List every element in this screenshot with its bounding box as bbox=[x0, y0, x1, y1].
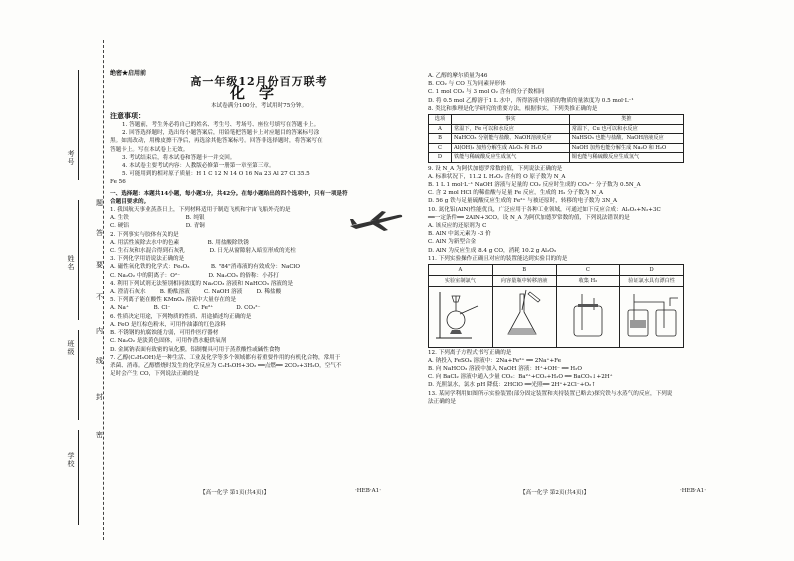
question-line: 5. 下列离子能在酸性 KMnO₄ 溶液中大量存在的是 bbox=[110, 297, 237, 304]
apparatus-d bbox=[620, 287, 684, 347]
left-footer: 【高一化学 第1页(共4页)】 bbox=[200, 490, 270, 496]
note-line: 3. 考试结束后，将本试卷和答题卡一并交回。 bbox=[122, 154, 236, 161]
table-cell: D bbox=[429, 153, 452, 163]
question-line: 2. 下列事实与胶体有关的是 bbox=[110, 231, 179, 238]
note-line: 答题卡上。写在本试卷上无效。 bbox=[110, 146, 189, 153]
seal-char: 题 bbox=[96, 199, 103, 207]
question-line: B. 不锈钢的抗腐蚀能力弱，可用作医疗器材 bbox=[110, 330, 219, 337]
question-line: A. 用活性炭除去水中的色素 B. 用盐酸除铁锈 bbox=[110, 239, 249, 246]
apparatus-caption: 实验室制氯气 bbox=[429, 276, 493, 287]
note-line: 4. 本试卷主要考试内容：人教版必修第一册第一章至第三章。 bbox=[122, 163, 275, 170]
volumetric-flask-icon bbox=[496, 288, 552, 342]
seal-char: 线 bbox=[96, 357, 103, 365]
note-line: 5. 可能用到的相对原子质量：H 1 C 12 N 14 O 16 Na 23 Al 27 Cl 35.5 bbox=[122, 171, 310, 178]
apparatus-label: D bbox=[620, 264, 684, 275]
table-header-row bbox=[429, 115, 684, 125]
confidential-mark: 绝密★启用前 bbox=[110, 70, 147, 77]
subject-title: 化学 bbox=[229, 84, 288, 103]
question-line: 3. 下列化学用语说法正确的是 bbox=[110, 256, 185, 263]
exam-number-label: 考号 bbox=[67, 150, 75, 166]
apparatus-caption: 收集 H₂ bbox=[556, 276, 620, 287]
question-line: C. 含 2 mol HCl 的稀盐酸与足量 Fe 反应，生成的 H₂ 分子数为 N_A bbox=[428, 190, 604, 197]
question-line: 7. 乙醇(C₂H₅OH)是一种生活、工业及化学等多个领域都有着重要作用的有机化合物，常用于 bbox=[110, 354, 341, 361]
table-cell: 铁能与稀硫酸反应生成氢气 bbox=[452, 153, 570, 163]
table-header: 选项 bbox=[429, 115, 452, 125]
school-label: 学校 bbox=[67, 452, 75, 468]
question-line: D. 56 g 铁与足量硫酸反应生成的 Fe²⁺ 与被还原时，转移的电子数为 3N_A bbox=[428, 198, 618, 205]
question-line: 13. 某同学利用如图所示实验装置(部分固定装置和夹持装置已略去)探究铁与水蒸气的反应，下列说 bbox=[428, 390, 673, 397]
question-line: B. 向 NaHCO₃ 溶液中加入 NaOH 溶液：H⁺+OH⁻ ══ H₂O bbox=[428, 365, 582, 372]
apparatus-a bbox=[429, 287, 493, 347]
question-line: 6. 性质决定用途，下列物质的性质、用途描述均正确的是 bbox=[110, 313, 252, 320]
question-line: 9. 设 N_A 为阿伏加德罗常数的值，下列说法正确的是 bbox=[428, 165, 563, 172]
question-line: B. AlN 中氮元素为 -3 价 bbox=[428, 231, 491, 238]
question-line: C. AlN 为新型合金 bbox=[428, 239, 477, 246]
chlorine-bleach-test-icon bbox=[624, 288, 680, 342]
seal-char: 内 bbox=[96, 327, 103, 335]
question-line: C. 1 mol CO₂ 与 3 mol O₂ 含有的分子数相同 bbox=[428, 89, 545, 96]
note-line: 黑。如需改动，用橡皮擦干净后，再选涂其他答案标号。回答非选择题时，将答案写在 bbox=[110, 138, 323, 145]
question-line: 足时会产生 CO，下列说法正确的是 bbox=[110, 371, 199, 378]
question-line: C. 硬铝 D. 青铜 bbox=[110, 223, 205, 230]
chlorine-generator-icon bbox=[432, 288, 488, 342]
seal-char: 不 bbox=[96, 293, 103, 301]
class-line bbox=[78, 330, 79, 420]
question-line: ══一定条件══ 2AlN+3CO。设 N_A 为阿伏加德罗常数的值，下列说法错误的是 bbox=[428, 214, 630, 221]
right-footer: 【高一化学 第2页(共4页)】 bbox=[520, 490, 590, 496]
section-heading: 一、选择题：本题共14小题，每小题3分，共42分。在每小题给出的四个选项中，只有一项是符 bbox=[110, 190, 348, 197]
apparatus-table bbox=[428, 264, 684, 348]
name-line bbox=[78, 200, 79, 320]
notes-heading: 注意事项： bbox=[110, 110, 145, 120]
binding-margin bbox=[0, 0, 108, 561]
question-line: D. 将 0.5 mol 乙醇溶于1 L 水中，所得溶液中溶质的物质的量浓度为 0.5 mol·L⁻¹ bbox=[428, 97, 634, 104]
question-line: 12. 下列离子方程式书写正确的是 bbox=[428, 349, 512, 356]
table-cell: B bbox=[429, 134, 452, 144]
table-header: 事实 bbox=[452, 115, 570, 125]
airplane-icon bbox=[348, 210, 404, 232]
question-line: D. 金属钠表面有致密的氧化膜，铝制餐具可用于蒸煮酸性或碱性食物 bbox=[110, 346, 281, 353]
seal-char: 答 bbox=[96, 229, 103, 237]
question-line: 杀菌、消毒。乙醇燃烧时发生的化学反应为 C₂H₅OH+3O₂ ══点燃══ 2CO₂+3H₂O，空气不 bbox=[110, 362, 342, 369]
school-line bbox=[78, 430, 79, 525]
left-footer-code: ·HEB·A1· bbox=[355, 488, 382, 494]
apparatus-label: A bbox=[429, 264, 493, 275]
apparatus-c bbox=[556, 287, 620, 347]
note-line: 2. 回答选择题时，选出每小题答案后，用铅笔把答题卡上对应题目的答案标号涂 bbox=[122, 130, 320, 137]
question-line: C. 生石灰和水混合得到石灰乳 D. 日光从窗隙射入暗室形成的光柱 bbox=[110, 248, 296, 255]
exam-info: 本试卷满分100分，考试用时75分钟。 bbox=[210, 102, 308, 109]
left-page bbox=[110, 70, 408, 378]
gas-collection-bottle-icon bbox=[560, 288, 616, 342]
question-line: C. 向 BaCl₂ 溶液中通入少量 CO₂：Ba²⁺+CO₂+H₂O ══ BaCO₃↓+2H⁺ bbox=[428, 374, 613, 381]
question-line: 10. 氮化铝(AlN)性能优良，广泛应用于各种工业领域，可通过如下反应合成：Al₂O₃+N₂+3C bbox=[428, 206, 661, 213]
exam-number-line bbox=[78, 70, 79, 180]
table-header: 类推 bbox=[569, 115, 683, 125]
table-row bbox=[429, 134, 684, 144]
table-cell: NaHSO₃ 也能与盐酸、NaOH溶液反应 bbox=[569, 134, 683, 144]
table-cell: NaHCO₃ 分别能与盐酸、NaOH溶液反应 bbox=[452, 134, 570, 144]
table-cell: A bbox=[429, 124, 452, 134]
table-cell: 常温下，Fe 可以和水反应 bbox=[452, 124, 570, 134]
analogy-table bbox=[428, 114, 684, 163]
question-line: A. Na⁺ B. Cl⁻ C. Fe²⁺ D. CO₃²⁻ bbox=[110, 305, 261, 312]
table-cell: 常温下，Cu 也可以和水反应 bbox=[569, 124, 683, 134]
question-line: 8. 类比和推理是化学研究的重要方法，根据事实，下列类推正确的是 bbox=[428, 105, 598, 112]
apparatus-label: B bbox=[492, 264, 556, 275]
apparatus-caption: 验证氯水具有漂白性 bbox=[620, 276, 684, 287]
question-line: A. 乙醇的摩尔质量为46 bbox=[428, 73, 488, 79]
note-line: 1. 答题前，考生务必将自己的姓名、考生号、考场号、座位号填写在答题卡上。 bbox=[122, 122, 320, 129]
question-line: A. 澄清石灰水 B. 酚酞溶液 C. NaOH 溶液 D. 稀盐酸 bbox=[110, 289, 282, 296]
question-line: B. CO₂ 与 CO 互为同素异形体 bbox=[428, 81, 506, 88]
seal-char: 封 bbox=[96, 393, 103, 401]
question-line: A. 钠投入 FeSO₄ 溶液中：2Na+Fe²⁺ ══ 2Na⁺+Fe bbox=[428, 357, 562, 364]
notes-list bbox=[110, 121, 408, 187]
note-line: Fe 56 bbox=[110, 179, 126, 186]
question-line: C. Na₂O₂ 是淡黄色固体，可用作潜水艇供氧剂 bbox=[110, 338, 227, 345]
class-label: 班级 bbox=[67, 340, 75, 356]
apparatus-caption: 向容量瓶中转移溶液 bbox=[492, 276, 556, 287]
apparatus-label: C bbox=[556, 264, 620, 275]
seal-dashed-line bbox=[103, 40, 104, 540]
seal-char: 密 bbox=[96, 431, 103, 439]
name-label: 姓名 bbox=[67, 255, 75, 271]
question-line: 4. 利用下列试剂无法鉴别相同浓度的 Na₂CO₃ 溶液和 NaHCO₃ 溶液的是 bbox=[110, 280, 294, 287]
question-line: C. Na₂O₂ 中的阴离子：O²⁻ D. Na₂CO₃ 的俗称：小苏打 bbox=[110, 272, 279, 279]
question-line: 11. 下列实验操作正确且对应的装置能达到实验目的的是 bbox=[428, 255, 568, 262]
right-page bbox=[428, 72, 728, 406]
table-row bbox=[429, 153, 684, 163]
question-line: 1. 我国航天事业蒸蒸日上，下列材料适用于制造飞机和宇宙飞船外壳的是 bbox=[110, 207, 291, 214]
question-line: B. 1 L 1 mol·L⁻¹ NaOH 溶液与足量的 CO₂ 反应时生成的 CO₃²⁻ 分子数为 0.5N_A bbox=[428, 181, 641, 188]
question-line: 法正确的是 bbox=[428, 398, 456, 405]
seal-char: 要 bbox=[96, 261, 103, 269]
question-line: A. 该反应的还原剂为 C bbox=[428, 222, 487, 229]
question-line: D. 光照氯水，氯水 pH 降低：2HClO ══光照══ 2H⁺+2Cl⁻+O₂↑ bbox=[428, 382, 596, 389]
question-list bbox=[110, 206, 408, 378]
table-cell: NaOH 加热也能分解生成 Na₂O 和 H₂O bbox=[569, 143, 683, 153]
question-line: A. 生铁 B. 纯银 bbox=[110, 215, 205, 222]
question-line: A. FeO 是红棕色粉末，可用作油漆的红色涂料 bbox=[110, 321, 226, 328]
table-row bbox=[429, 143, 684, 153]
table-cell: 铜也能与稀硫酸反应生成氢气 bbox=[569, 153, 683, 163]
question-line: A. 磁性氧化铁的化学式：Fe₂O₃ B. "84"消毒液的有效成分：NaClO bbox=[110, 264, 300, 271]
table-cell: C bbox=[429, 143, 452, 153]
table-row bbox=[429, 124, 684, 134]
question-line: A. 标准状况下，11.2 L H₂O₂ 含有的 O 原子数为 N_A bbox=[428, 173, 566, 180]
right-footer-code: ·HEB·A1· bbox=[680, 488, 707, 494]
question-line: D. AlN 为反应生成 8.4 g CO，消耗 10.2 g Al₂O₃ bbox=[428, 247, 557, 254]
apparatus-b bbox=[492, 287, 556, 347]
exam-title: 高一年级12月份百万联考 bbox=[190, 75, 328, 89]
table-cell: Al(OH)₃ 加热分解生成 Al₂O₃ 和 H₂O bbox=[452, 143, 570, 153]
section-heading-cont: 合题目要求的。 bbox=[110, 198, 150, 205]
